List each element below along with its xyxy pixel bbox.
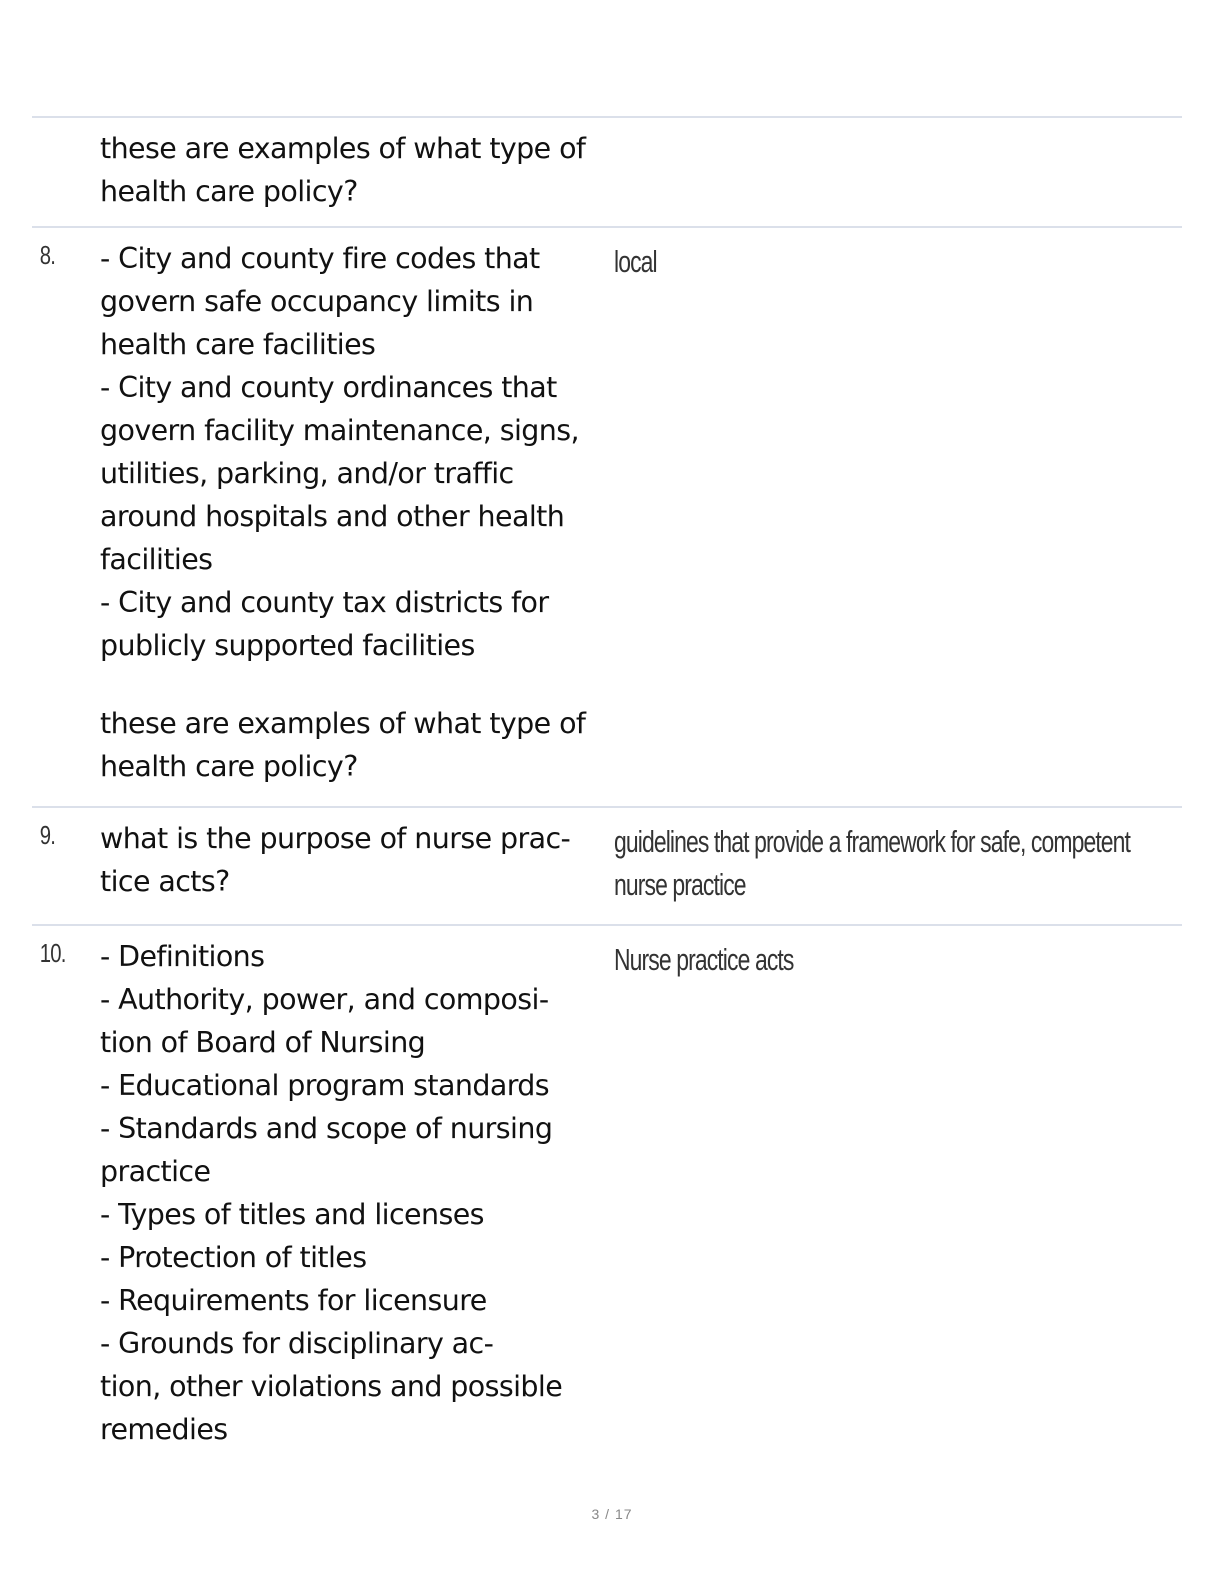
card-row <box>32 116 1182 226</box>
question-line: practice <box>100 1155 211 1188</box>
question-line: - Educational program standards <box>100 1069 550 1102</box>
question-line: health care policy? <box>100 750 358 783</box>
card-question <box>100 118 614 226</box>
question-line: publicly supported facilities <box>100 629 475 662</box>
card-answer <box>614 118 1034 226</box>
card-row <box>32 806 1182 924</box>
page-indicator: 3 / 17 <box>591 1506 633 1522</box>
question-line: - Protection of titles <box>100 1241 367 1274</box>
paragraph-gap <box>100 667 614 702</box>
question-line: around hospitals and other health <box>100 500 565 533</box>
question-line: tion of Board of Nursing <box>100 1026 426 1059</box>
question-line: - Grounds for disciplinary ac- <box>100 1327 494 1360</box>
card-row <box>32 226 1182 806</box>
question-line: - Standards and scope of nursing <box>100 1112 553 1145</box>
question-line: - City and county tax districts for <box>100 586 549 619</box>
answer-line: Nurse practice acts <box>614 942 794 977</box>
card-row <box>32 924 1182 1484</box>
question-line: govern facility maintenance, signs, <box>100 414 579 447</box>
question-line: govern safe occupancy limits in <box>100 285 534 318</box>
question-line: - City and county ordinances that <box>100 371 557 404</box>
question-line: - Authority, power, and composi- <box>100 983 549 1016</box>
card-answer <box>614 926 1034 1484</box>
question-line: facilities <box>100 543 213 576</box>
answer-line: nurse practice <box>614 867 746 902</box>
question-line: remedies <box>100 1413 228 1446</box>
card-answer <box>614 228 1034 806</box>
card-question <box>100 228 614 806</box>
card-number: 10. <box>39 938 66 968</box>
answer-line: guidelines that provide a framework for safe, competent <box>614 824 1131 859</box>
question-line: - Definitions <box>100 940 265 973</box>
card-question <box>100 808 614 924</box>
question-line: health care policy? <box>100 175 358 208</box>
card-number <box>32 118 85 226</box>
card-number: 9. <box>39 820 56 850</box>
card-answer <box>614 808 1130 924</box>
question-line: - City and county fire codes that <box>100 242 540 275</box>
card-question <box>100 926 614 1484</box>
question-line: tion, other violations and possible <box>100 1370 563 1403</box>
question-line: utilities, parking, and/or traffic <box>100 457 514 490</box>
card-number: 8. <box>39 240 56 270</box>
question-line: health care facilities <box>100 328 376 361</box>
answer-line: local <box>614 244 657 279</box>
question-line: tice acts? <box>100 865 230 898</box>
question-line: these are examples of what type of <box>100 132 586 165</box>
question-line: these are examples of what type of <box>100 707 586 740</box>
question-line: - Types of titles and licenses <box>100 1198 484 1231</box>
question-line: what is the purpose of nurse prac- <box>100 822 571 855</box>
question-line: - Requirements for licensure <box>100 1284 487 1317</box>
flashcard-table <box>32 116 1182 1484</box>
